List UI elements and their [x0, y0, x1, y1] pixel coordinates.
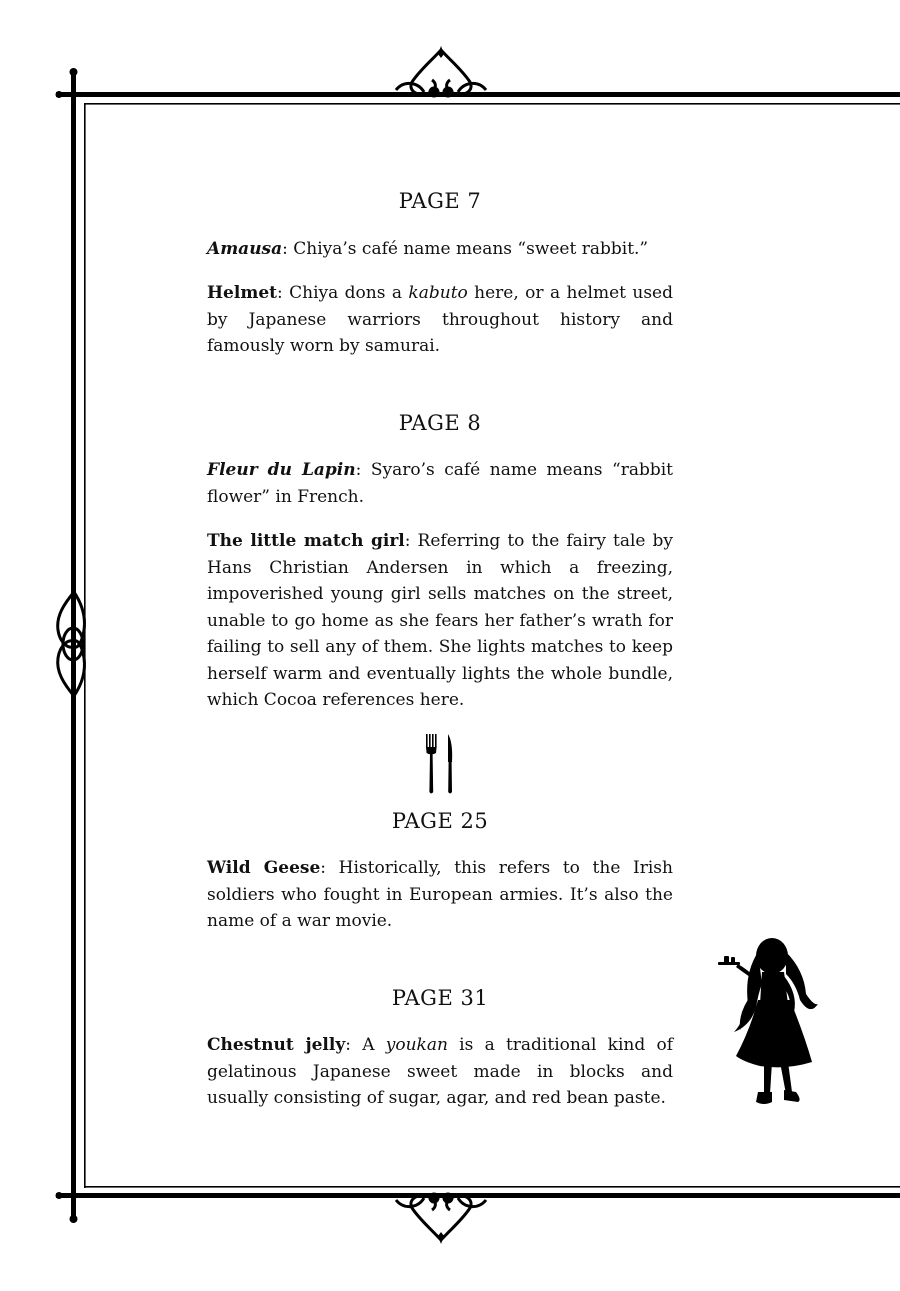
- section-page-7: [207, 188, 673, 360]
- note-term: Helmet: [207, 283, 277, 303]
- section-spacer: [207, 378, 673, 410]
- section-heading: PAGE 25: [391, 808, 489, 833]
- top-center-ornament-tip: [438, 46, 444, 58]
- girl-silhouette-illustration: [714, 934, 824, 1110]
- frame-top-inner-line: [84, 103, 900, 105]
- note-term: Amausa: [207, 238, 283, 259]
- note-text: : Syaro’s café name means “rabbit flower” in French.: [207, 460, 673, 507]
- note-term: Fleur du Lapin: [207, 460, 356, 480]
- note-little-match-girl: [207, 528, 673, 714]
- frame-left-line: [71, 70, 76, 1220]
- note-text: : Referring to the fairy tale by Hans Christian Andersen in which a freezing, impoverished young girl sells matches on the street, unable to go home as she fears her father’s wrath for failing to sell any of them. She lights matches to keep herself warm and eventually lights the whole bundle, which Cocoa references here.: [207, 531, 673, 710]
- note-wild-geese: [207, 855, 673, 935]
- section-heading: PAGE 8: [398, 410, 482, 435]
- note-term: The little match girl: [207, 531, 405, 551]
- note-helmet: [207, 280, 673, 360]
- note-text: is a traditional kind of gelatinous Japanese sweet made in blocks and usually consisting of sugar, agar, and red bean paste.: [207, 1035, 673, 1108]
- note-term: Wild Geese: [207, 858, 321, 878]
- frame-bottom-line: [56, 1193, 900, 1198]
- notes-content: [207, 188, 673, 1130]
- note-text: : Chiya’s café name means “sweet rabbit.”: [282, 238, 649, 259]
- note-text: here, or a helmet used by Japanese warriors throughout history and famously worn by samurai.: [207, 283, 673, 356]
- section-heading: PAGE 31: [391, 985, 489, 1010]
- note-chestnut-jelly: [207, 1032, 673, 1112]
- section-page-25: [207, 808, 673, 935]
- section-heading: PAGE 7: [398, 189, 482, 213]
- note-emphasis: kabuto: [408, 283, 468, 303]
- note-amausa: [207, 236, 673, 263]
- note-term: Chestnut jelly: [207, 1035, 346, 1055]
- note-text: : Historically, this refers to the Irish soldiers who fought in European armies. It’s also the name of a war movie.: [207, 858, 673, 931]
- section-page-31: [207, 985, 673, 1112]
- note-text: : Chiya dons a: [277, 283, 409, 303]
- note-text: : A: [345, 1035, 386, 1055]
- bottom-center-ornament-tip: [438, 1232, 444, 1244]
- fork-and-knife-icon: [420, 732, 460, 798]
- note-emphasis: youkan: [385, 1035, 448, 1055]
- frame-bottom-inner-line: [84, 1186, 900, 1188]
- frame-top-line: [56, 92, 900, 97]
- section-page-8: [207, 410, 673, 714]
- section-spacer: [207, 953, 673, 985]
- note-fleur-du-lapin: [207, 457, 673, 510]
